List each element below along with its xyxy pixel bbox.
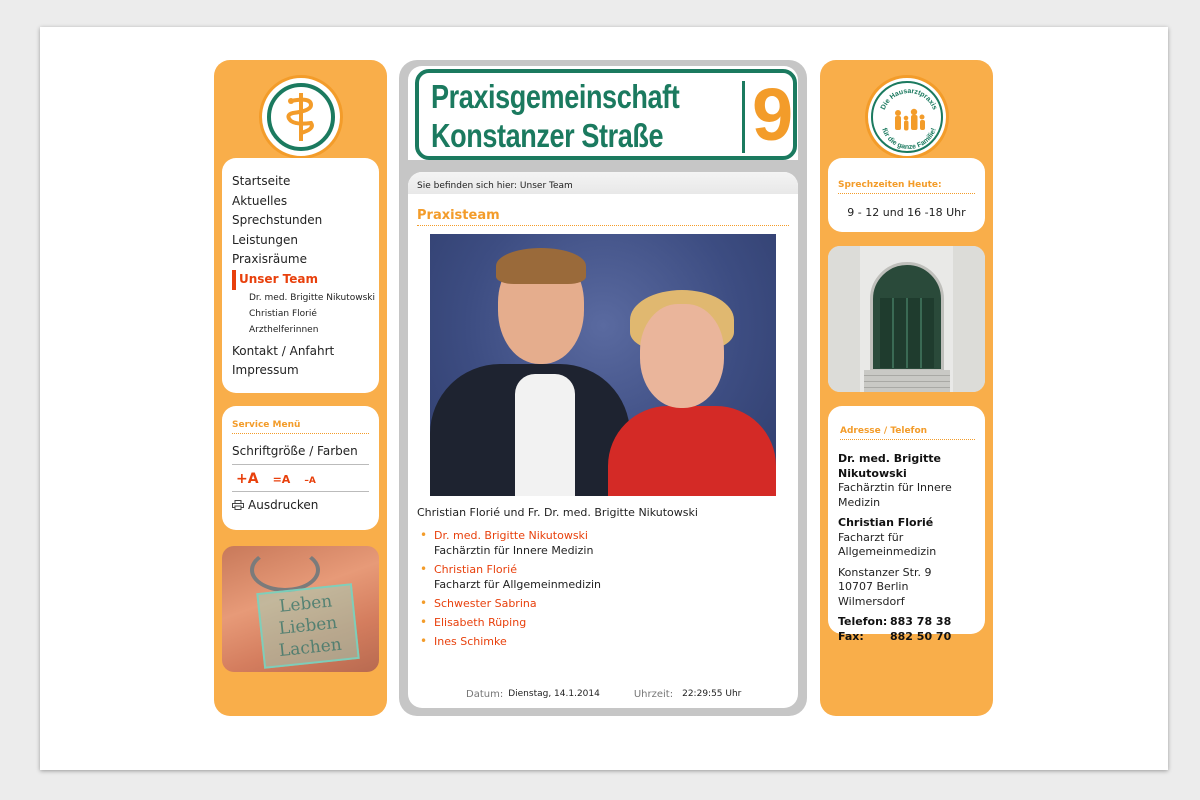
nav-item-startseite[interactable]: Startseite (232, 174, 291, 188)
house-number: 9 (752, 73, 794, 156)
service-menu (222, 406, 379, 530)
nav-item-praxisraeume[interactable]: Praxisräume (232, 252, 307, 267)
site-title-logo[interactable] (415, 69, 797, 160)
aesculapian-staff-icon (267, 83, 335, 151)
photo-caption: Christian Florié und Fr. Dr. med. Brigitte Nikutowski (417, 506, 698, 519)
title-separator (742, 81, 745, 153)
address-box (828, 406, 985, 643)
doctor2-role: Facharzt für Allgemeinmedizin (838, 530, 937, 558)
phone-label: Telefon: (838, 615, 888, 628)
breadcrumb: Sie befinden sich hier: Unser Team (408, 172, 798, 194)
list-item (417, 615, 601, 630)
time-label: Uhrzeit: (633, 689, 674, 700)
team-member-link[interactable]: • Ines Schimke (434, 635, 507, 648)
facade-left (828, 246, 860, 392)
service-menu-title: Service Menü (232, 420, 369, 434)
practice-logo[interactable] (259, 75, 343, 159)
list-item (417, 634, 601, 649)
nav-item-impressum[interactable]: Impressum (232, 363, 299, 378)
main-navigation (222, 158, 379, 393)
family-silhouette-icon (873, 83, 945, 155)
photo-man-hair (496, 248, 586, 284)
street-address: Konstanzer Str. 9 (838, 565, 932, 579)
nav-subitem-arzthelferinnen[interactable]: Arzthelferinnen (249, 324, 319, 335)
header (408, 66, 798, 160)
team-photo (430, 234, 776, 496)
nav-subitem-florie[interactable]: Christian Florié (249, 308, 317, 319)
print-button[interactable] (232, 498, 369, 512)
keychain-word-2: Lieben (277, 612, 339, 640)
team-member-role: Facharzt für Allgemeinmedizin (434, 578, 602, 591)
font-size-decrease-button[interactable]: –A (304, 476, 316, 486)
entrance-photo (828, 246, 985, 392)
site-title-line1: Praxisgemeinschaft (431, 78, 680, 115)
fax-number: 882 50 70 (890, 629, 952, 643)
keychain-word-1: Leben (278, 591, 334, 617)
keychain-photo (222, 546, 379, 672)
phone-row (838, 615, 975, 630)
svg-text:Die Hausarztpraxis (880, 88, 938, 111)
address-title: Adresse / Telefon (840, 426, 975, 440)
content-area (408, 172, 798, 708)
doctor1-role: Fachärztin für Innere Medizin (838, 481, 952, 509)
svg-text:für die ganze Familie! (880, 127, 938, 151)
badge-text-bottom: für die ganze Familie! (880, 127, 938, 152)
team-member-link[interactable]: • Dr. med. Brigitte Nikutowski (434, 529, 588, 542)
font-size-controls (232, 471, 369, 492)
photo-woman-jacket (608, 406, 776, 496)
nav-item-leistungen[interactable]: Leistungen (232, 232, 298, 247)
site-title-line2: Konstanzer Straße (431, 117, 664, 154)
facade-right (953, 246, 985, 392)
print-label: Ausdrucken (248, 498, 319, 512)
entrance-steps (864, 370, 950, 392)
printer-icon (232, 500, 244, 510)
office-hours-value: 9 - 12 und 16 -18 Uhr (847, 206, 966, 219)
site-title (431, 77, 679, 155)
time-value: 22:29:55 Uhr (682, 689, 742, 699)
nav-item-kontakt[interactable]: Kontakt / Anfahrt (232, 343, 335, 358)
right-column (820, 60, 993, 716)
doctor1-name: Dr. med. Brigitte Nikutowski (838, 452, 942, 480)
nav-item-sprechstunden[interactable]: Sprechstunden (232, 213, 323, 228)
nav-subitem-nikutowski[interactable]: Dr. med. Brigitte Nikutowski (249, 292, 375, 303)
photo-woman-face (640, 304, 724, 408)
keychain-word-3: Lachen (277, 634, 343, 662)
date-label: Datum: (466, 689, 504, 700)
fax-row (838, 630, 975, 645)
city-address: 10707 Berlin Wilmersdorf (838, 580, 909, 608)
page-title: Praxisteam (417, 208, 789, 226)
main-column (399, 60, 807, 716)
family-icon (871, 81, 943, 153)
font-color-settings-link[interactable]: Schriftgröße / Farben (232, 444, 369, 465)
door-panels (880, 298, 934, 368)
phone-number[interactable]: 883 78 38 (890, 615, 952, 628)
left-column (214, 60, 387, 716)
nav-item-aktuelles[interactable]: Aktuelles (232, 193, 288, 208)
key-ring-shape (250, 548, 320, 592)
list-item (417, 562, 601, 592)
staff-of-asclepius-icon (281, 91, 321, 143)
font-size-increase-button[interactable]: +A (236, 471, 259, 487)
team-member-link[interactable]: • Christian Florié (434, 563, 517, 576)
nav-item-unser-team[interactable]: Unser Team (232, 270, 379, 290)
date-value: Dienstag, 14.1.2014 (508, 689, 600, 699)
family-practice-badge (865, 75, 949, 159)
fax-label: Fax: (838, 629, 864, 643)
list-item (417, 596, 601, 611)
team-member-link[interactable]: • Elisabeth Rüping (434, 616, 527, 629)
doctor2-name: Christian Florié (838, 516, 934, 529)
keychain-tag (256, 583, 359, 669)
team-member-link[interactable]: • Schwester Sabrina (434, 597, 537, 610)
office-hours-title: Sprechzeiten Heute: (838, 180, 975, 194)
badge-text-top: Die Hausarztpraxis (879, 87, 939, 111)
list-item (417, 528, 601, 558)
photo-man-shirt (515, 374, 575, 496)
team-member-role: Fachärztin für Innere Medizin (434, 544, 594, 557)
date-time-footer (466, 689, 741, 700)
font-size-reset-button[interactable]: =A (272, 473, 291, 486)
office-hours-box (828, 158, 985, 232)
team-list (417, 528, 601, 653)
